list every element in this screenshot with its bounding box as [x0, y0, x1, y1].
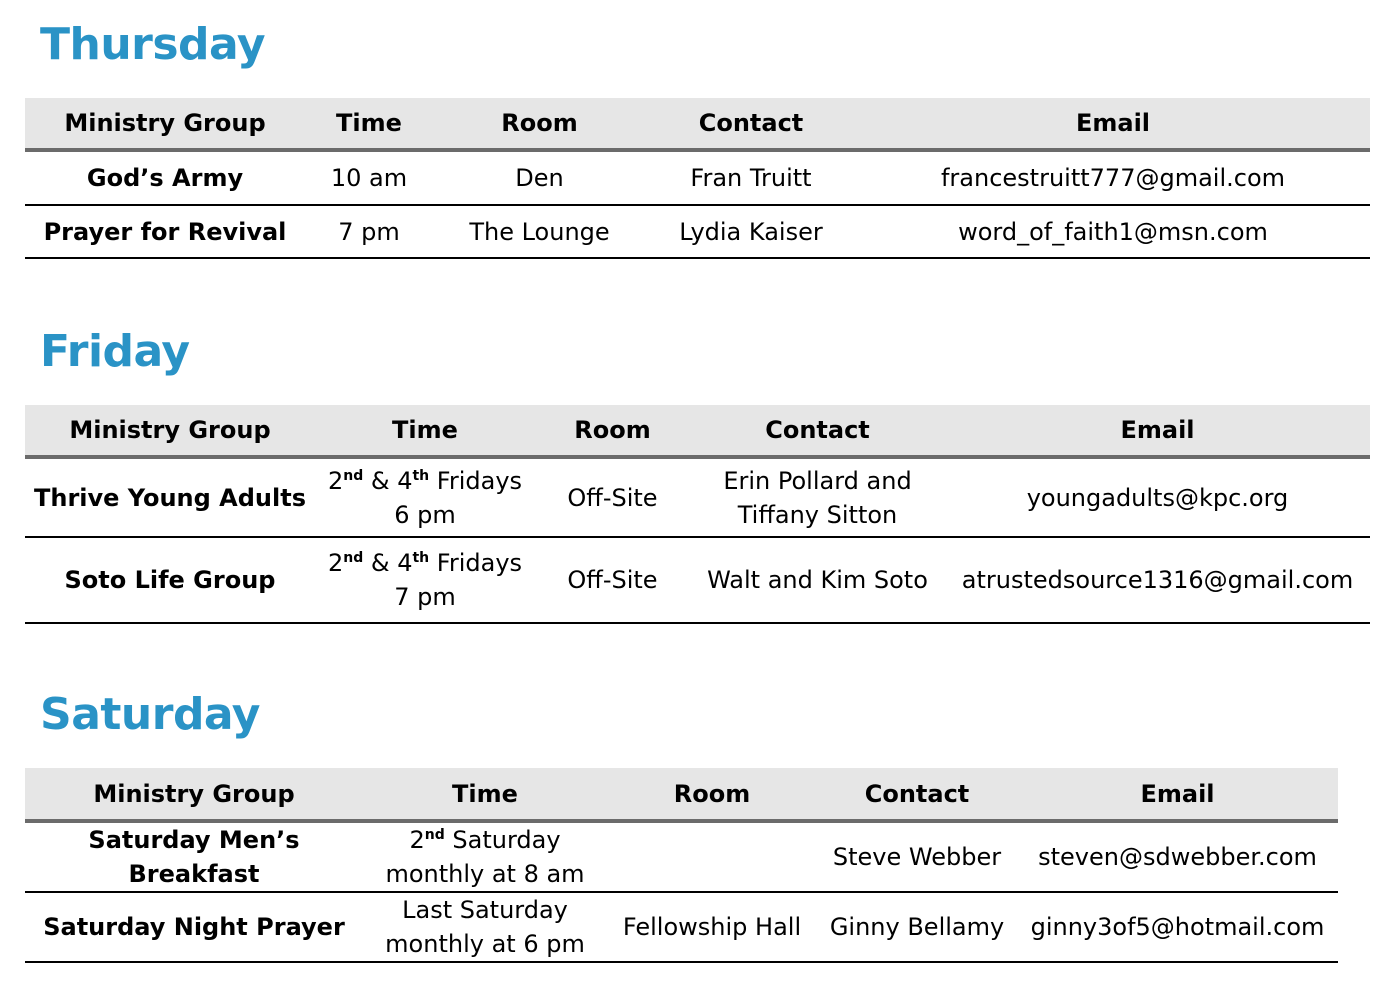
- table-row: [25, 821, 1338, 892]
- contact-line-1: Erin Pollard and: [723, 466, 912, 495]
- room-cell: Den: [433, 150, 646, 205]
- ministry-group-cell: Thrive Young Adults: [25, 457, 315, 537]
- contact-cell: Lydia Kaiser: [646, 205, 856, 258]
- contact-line-2: Tiffany Sitton: [737, 500, 898, 529]
- time-line-1: [315, 464, 535, 498]
- ministry-group-cell: God’s Army: [25, 150, 305, 205]
- room-cell: Fellowship Hall: [607, 892, 817, 962]
- time-ordinal: 2: [327, 549, 344, 577]
- room-cell: Off-Site: [535, 537, 690, 623]
- room-cell: [607, 821, 817, 892]
- time-line-2: monthly at 6 pm: [385, 930, 585, 958]
- time-line-2: monthly at 8 am: [385, 860, 585, 888]
- header-contact: Contact: [690, 405, 945, 457]
- table-row: [25, 892, 1338, 962]
- time-line-1: Last Saturday: [402, 896, 568, 924]
- header-room: Room: [433, 98, 646, 150]
- time-cell: [315, 537, 535, 623]
- table-row: [25, 150, 1370, 205]
- ordinal-suffix: nd: [424, 827, 445, 843]
- header-ministry-group: Ministry Group: [25, 98, 305, 150]
- time-line-2: 7 pm: [394, 583, 456, 611]
- contact-cell: Walt and Kim Soto: [690, 537, 945, 623]
- email-link[interactable]: atrustedsource1316@gmail.com: [945, 537, 1370, 623]
- header-time: Time: [363, 768, 607, 821]
- room-cell: The Lounge: [433, 205, 646, 258]
- contact-cell: Fran Truitt: [646, 150, 856, 205]
- time-day: Fridays: [429, 549, 523, 577]
- ministry-group-cell: Soto Life Group: [25, 537, 315, 623]
- time-cell: 10 am: [305, 150, 433, 205]
- ministry-group-cell: Saturday Men’s Breakfast: [25, 821, 363, 892]
- header-email: Email: [856, 98, 1370, 150]
- time-line-1: [315, 546, 535, 580]
- header-email: Email: [1017, 768, 1338, 821]
- thursday-heading: Thursday: [40, 19, 266, 70]
- saturday-table: [25, 768, 1338, 963]
- table-header-row: [25, 768, 1338, 821]
- header-room: Room: [607, 768, 817, 821]
- time-ordinal: 2: [409, 826, 425, 854]
- header-contact: Contact: [817, 768, 1017, 821]
- room-cell: Off-Site: [535, 457, 690, 537]
- table-row: [25, 537, 1370, 623]
- header-room: Room: [535, 405, 690, 457]
- time-line-1: [363, 823, 607, 857]
- ordinal-suffix: th: [412, 550, 430, 566]
- ordinal-suffix: th: [412, 467, 430, 484]
- contact-cell: Ginny Bellamy: [817, 892, 1017, 962]
- time-line-2: 6 pm: [394, 500, 456, 529]
- email-link[interactable]: steven@sdwebber.com: [1017, 821, 1338, 892]
- header-ministry-group: Ministry Group: [25, 768, 363, 821]
- header-ministry-group: Ministry Group: [25, 405, 315, 457]
- email-link[interactable]: ginny3of5@hotmail.com: [1017, 892, 1338, 962]
- time-ordinal: & 4: [363, 549, 413, 577]
- header-contact: Contact: [646, 98, 856, 150]
- saturday-heading: Saturday: [40, 689, 260, 740]
- ordinal-suffix: nd: [343, 550, 364, 566]
- time-ordinal: & 4: [363, 466, 413, 495]
- table-header-row: [25, 405, 1370, 457]
- contact-cell: Steve Webber: [817, 821, 1017, 892]
- table-row: [25, 205, 1370, 258]
- time-day: Saturday: [444, 826, 561, 854]
- friday-table: [25, 405, 1370, 624]
- time-cell: 7 pm: [305, 205, 433, 258]
- header-email: Email: [945, 405, 1370, 457]
- email-link[interactable]: francestruitt777@gmail.com: [856, 150, 1370, 205]
- time-ordinal: 2: [327, 466, 344, 495]
- email-link[interactable]: word_of_faith1@msn.com: [856, 205, 1370, 258]
- ordinal-suffix: nd: [343, 467, 364, 484]
- contact-cell: [690, 457, 945, 537]
- ministry-group-cell: Saturday Night Prayer: [25, 892, 363, 962]
- time-day: Fridays: [429, 466, 523, 495]
- header-time: Time: [305, 98, 433, 150]
- time-cell: [363, 821, 607, 892]
- time-cell: [315, 457, 535, 537]
- thursday-table: [25, 98, 1370, 259]
- table-header-row: [25, 98, 1370, 150]
- table-row: [25, 457, 1370, 537]
- header-time: Time: [315, 405, 535, 457]
- friday-heading: Friday: [40, 326, 190, 377]
- email-link[interactable]: youngadults@kpc.org: [945, 457, 1370, 537]
- ministry-group-cell: Prayer for Revival: [25, 205, 305, 258]
- time-cell: [363, 892, 607, 962]
